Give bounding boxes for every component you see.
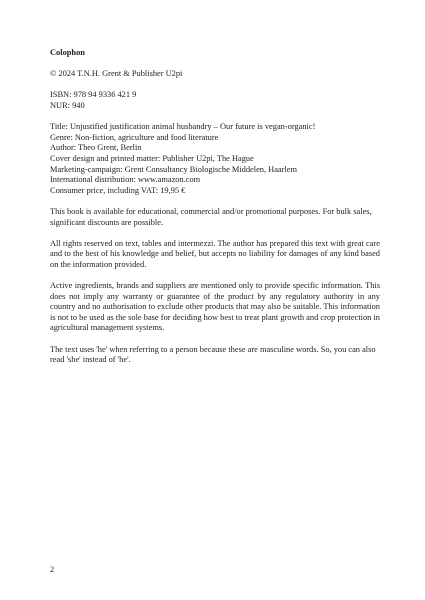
- copyright-line: © 2024 T.N.H. Grent & Publisher U2pi: [50, 69, 183, 79]
- price-line: Consumer price, including VAT: 19,95 €: [50, 185, 186, 195]
- rights-paragraph: All rights reserved on text, tables and intermezzi. The author has prepared this text with great care and to the best of his knowledge and belief, but accepts no liability for damages of any kind based on the information provided.: [50, 238, 380, 269]
- colophon-heading: Colophon: [50, 48, 85, 57]
- nur-line: NUR: 940: [50, 100, 85, 110]
- genre-line: Genre: Non-fiction, agriculture and food literature: [50, 132, 219, 142]
- marketing-line: Marketing-campaign: Grent Consultancy Biologische Middelen, Haarlem: [50, 164, 297, 174]
- ingredients-disclaimer-paragraph: Active ingredients, brands and suppliers are mentioned only to provide specific information. This does not imply any warranty or guarantee of the product by any regulatory authority in any country and no authorisation to exclude other products that may also be suitable. This information is not to be used as the sole base for deciding how best to treat plant growth and crop protection in agricultural management systems.: [50, 281, 380, 333]
- identifier-block: [50, 90, 380, 111]
- distribution-line: International distribution: www.amazon.com: [50, 175, 201, 185]
- publication-details: [50, 122, 380, 196]
- colophon-page: [50, 48, 380, 376]
- page-number: 2: [50, 565, 55, 574]
- title-line: Title: Unjustified justification animal husbandry – Our future is vegan-organic!: [50, 122, 316, 132]
- author-line: Author: Theo Grent, Berlin: [50, 143, 142, 153]
- pronoun-note-paragraph: The text uses 'he' when referring to a person because these are masculine words. So, you can also read 'she' instead of 'he'.: [50, 344, 376, 365]
- cover-design-line: Cover design and printed matter: Publisher U2pi, The Hague: [50, 153, 254, 163]
- availability-paragraph: This book is available for educational, commercial and/or promotional purposes. For bulk sales, significant discounts are possible.: [50, 206, 372, 227]
- isbn-line: ISBN: 978 94 9336 421 9: [50, 90, 137, 100]
